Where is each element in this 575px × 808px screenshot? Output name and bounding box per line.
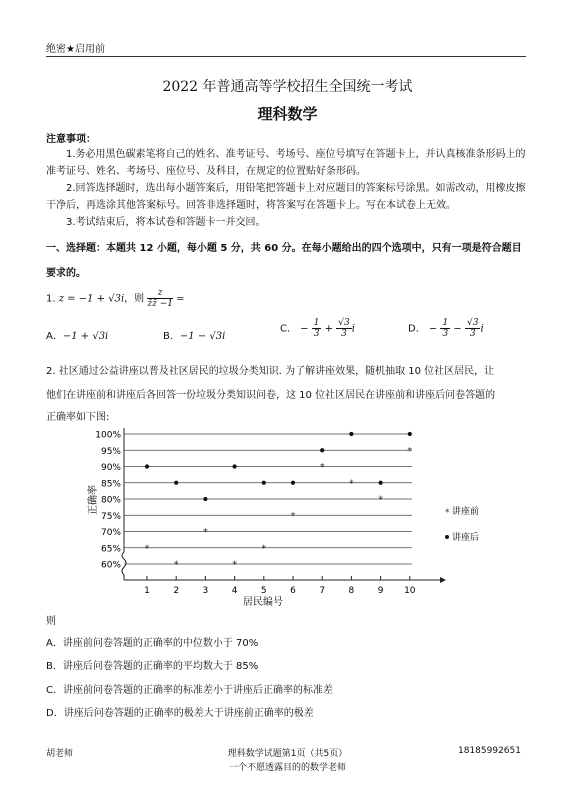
q2-option-b: B．讲座后问卷答题的正确率的平均数大于 85% xyxy=(46,661,259,672)
footer-page: 理科数学试题第1页（共5页） xyxy=(227,749,348,759)
x-tick-label: 5 xyxy=(260,586,267,596)
before-lecture-point: * xyxy=(290,510,296,522)
frac-den: 3 xyxy=(341,329,347,339)
after-lecture-point xyxy=(408,432,412,436)
after-lecture-point xyxy=(379,481,383,485)
frac-den: 3 xyxy=(469,329,476,339)
before-lecture-point: * xyxy=(407,445,413,457)
before-lecture-point: * xyxy=(202,527,208,538)
q1-equals: = xyxy=(176,293,185,305)
exam-title: 2022 年普通高等学校招生全国统一考试 xyxy=(162,79,413,95)
q1-frac-numerator: z xyxy=(147,288,173,299)
before-lecture-point: * xyxy=(232,559,238,571)
notice-heading: 注意事项： xyxy=(46,134,96,145)
legend-dot-symbol xyxy=(445,535,449,539)
option-operator: − xyxy=(453,323,462,335)
legend-star-symbol: * xyxy=(445,508,450,518)
after-lecture-point xyxy=(349,432,353,436)
q2-then: 则 xyxy=(46,616,56,627)
y-tick-label: 85% xyxy=(100,479,121,490)
after-lecture-point xyxy=(262,481,266,485)
y-tick-label: 80% xyxy=(100,495,121,506)
footer-phone: 18185992651 xyxy=(458,746,521,756)
before-lecture-point: * xyxy=(319,462,325,473)
before-lecture-point: * xyxy=(261,543,267,555)
x-tick-label: 8 xyxy=(348,586,355,596)
after-lecture-point xyxy=(320,448,324,452)
after-lecture-point xyxy=(291,481,295,485)
option-label: C． xyxy=(280,323,297,335)
after-lecture-point xyxy=(145,464,149,468)
y-tick-label: 90% xyxy=(100,463,121,473)
x-tick-label: 9 xyxy=(377,586,384,596)
option-sign: − xyxy=(428,323,438,335)
q1-number: 1. xyxy=(46,293,56,305)
subject-title: 理科数学 xyxy=(257,105,318,123)
frac-num: √3 xyxy=(338,318,350,328)
y-tick-label: 70% xyxy=(100,528,121,538)
x-axis-arrow xyxy=(440,577,446,583)
q2-option-d: D．讲座后问卷答题的正确率的极差大于讲座前正确率的极差 xyxy=(46,708,314,719)
option-text: −1 − √3i xyxy=(179,331,226,342)
frac-den: 3 xyxy=(313,329,320,339)
before-lecture-point: * xyxy=(348,478,354,490)
x-tick-label: 6 xyxy=(290,586,296,596)
option-sign: − xyxy=(300,323,309,335)
x-tick-label: 10 xyxy=(404,586,416,596)
x-tick-label: 4 xyxy=(231,586,238,596)
section-heading: 一、选择题：本题共 12 小题，每小题 5 分，共 60 分。在每小题给出的四个选项中，只有一项是符合题目要求的。 xyxy=(46,243,522,279)
q2-stem-line-2: 他们在讲座前和讲座后各回答一份垃圾分类知识问卷，这 10 位社区居民在讲座前和讲座后问卷答题的 xyxy=(46,390,496,401)
y-tick-label: 100% xyxy=(95,430,121,441)
imaginary-unit: i xyxy=(480,323,484,335)
before-lecture-point: * xyxy=(144,543,150,555)
option-label: D． xyxy=(408,323,426,335)
q2-option-a: A．讲座前问卷答题的正确率的中位数小于 70% xyxy=(46,638,259,649)
notice-item-1: 1.务必用黑色碳素笔将自己的姓名、准考证号、考场号、座位号填写在答题卡上，并认真核准条形码上的准考证号、姓名、考场号、座位号、及科目，在规定的位置贴好条形码。 xyxy=(46,149,526,177)
x-axis-label: 居民编号 xyxy=(243,597,283,608)
q1-condition: z = −1 + √3i xyxy=(58,293,125,305)
legend-after-label: 讲座后 xyxy=(452,533,480,543)
footer-teacher: 胡老师 xyxy=(46,749,74,759)
x-tick-label: 3 xyxy=(202,586,209,596)
option-label: A． xyxy=(46,331,63,342)
q1-then: ，则 xyxy=(124,293,145,305)
frac-num: √3 xyxy=(466,318,479,328)
option-label: B． xyxy=(163,331,180,342)
option-text: −1 + √3i xyxy=(62,331,109,342)
footer-note: 一个不愿透露目的的数学老师 xyxy=(228,763,346,773)
notice-item-3: 3.考试结束后，将本试卷和答题卡一并交回。 xyxy=(66,217,266,228)
axis-break xyxy=(122,552,126,580)
option-operator: + xyxy=(324,323,334,335)
x-tick-label: 2 xyxy=(173,586,180,596)
y-tick-label: 75% xyxy=(100,511,121,522)
after-lecture-point xyxy=(174,481,178,485)
frac-den: 3 xyxy=(442,329,449,339)
y-axis-label: 正确率 xyxy=(88,485,99,515)
q2-stem-line-3: 正确率如下图: xyxy=(46,412,110,423)
before-lecture-point: * xyxy=(378,494,384,506)
y-tick-label: 60% xyxy=(100,560,121,571)
frac-num: 1 xyxy=(442,318,449,328)
y-tick-label: 95% xyxy=(100,446,121,457)
notice-item-2: 2.回答选择题时，选出每小题答案后，用铅笔把答题卡上对应题目的答案标号涂黑。如需改动，用橡皮擦干净后，再选涂其他答案标号。回答非选择题时，将答案写在答题卡上。写在本试卷上无效。 xyxy=(46,183,526,211)
y-tick-label: 65% xyxy=(100,544,121,555)
confidential-label: 绝密★启用前 xyxy=(46,44,105,55)
q2-option-c: C．讲座前问卷答题的正确率的标准差小于讲座后正确率的标准差 xyxy=(46,685,333,696)
after-lecture-point xyxy=(203,497,207,501)
legend-before-label: 讲座前 xyxy=(452,507,480,517)
after-lecture-point xyxy=(233,464,237,468)
before-lecture-point: * xyxy=(173,559,179,571)
q1-frac-denominator: z̄z̄ −1 xyxy=(147,299,173,309)
x-tick-label: 7 xyxy=(319,586,326,596)
frac-num: 1 xyxy=(313,318,320,328)
imaginary-unit: i xyxy=(351,323,355,335)
q2-stem-line-1: 2. 社区通过公益讲座以普及社区居民的垃圾分类知识. 为了解讲座效果，随机抽取 10 位社区居民，让 xyxy=(46,366,495,377)
x-tick-label: 1 xyxy=(144,586,150,596)
